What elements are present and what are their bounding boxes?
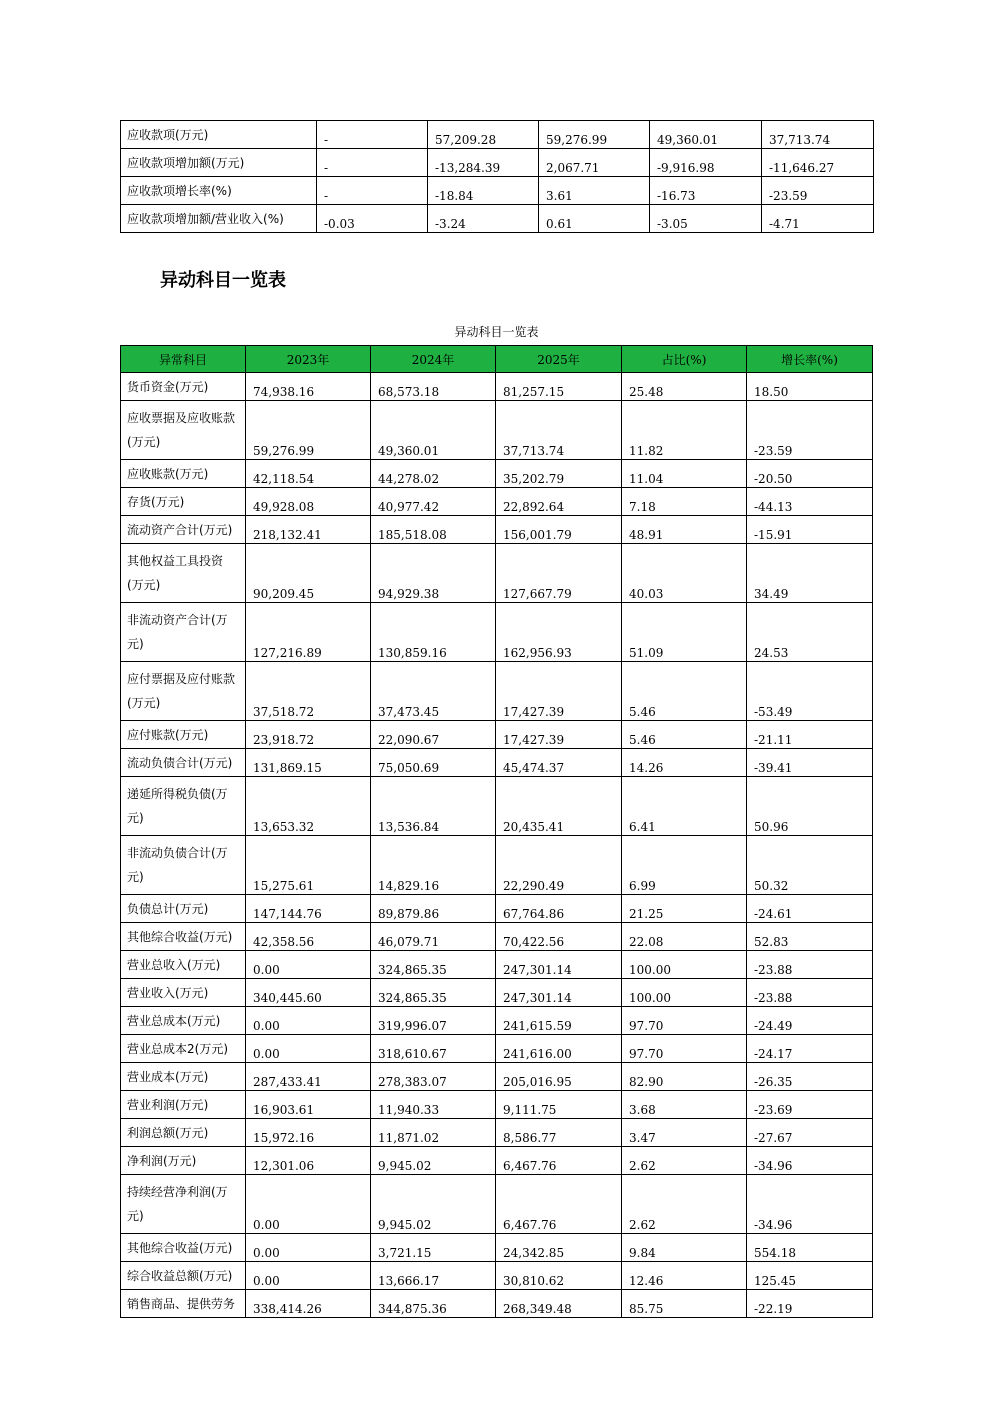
row-label: 负债总计(万元) (121, 895, 246, 923)
table-caption: 异动科目一览表 (454, 325, 539, 339)
value-cell: 6,467.76 (496, 1175, 622, 1234)
value-cell: 127,667.79 (496, 544, 622, 603)
value-cell: 42,358.56 (246, 923, 371, 951)
table-row (121, 749, 873, 777)
row-label: 应收款项增长率(%) (121, 177, 317, 205)
row-label: 其他综合收益(万元) (121, 1234, 246, 1262)
header-cell-2023: 2023年 (246, 346, 371, 373)
value-cell: 3.68 (622, 1091, 747, 1119)
value-cell: 49,928.08 (246, 488, 371, 516)
value-cell: 0.00 (246, 1007, 371, 1035)
row-label: 营业利润(万元) (121, 1091, 246, 1119)
table-row (121, 979, 873, 1007)
value-cell: 319,996.07 (371, 1007, 496, 1035)
table-row (121, 603, 873, 662)
value-cell: 205,016.95 (496, 1063, 622, 1091)
table-row (121, 516, 873, 544)
value-cell: -24.49 (747, 1007, 873, 1035)
row-label: 应收票据及应收账款(万元) (121, 401, 246, 460)
value-cell: - (317, 177, 428, 205)
row-label: 销售商品、提供劳务 (121, 1290, 246, 1318)
table-row (121, 1175, 873, 1234)
value-cell: 20,435.41 (496, 777, 622, 836)
value-cell: -23.59 (747, 401, 873, 460)
value-cell: 14,829.16 (371, 836, 496, 895)
value-cell: 11,871.02 (371, 1119, 496, 1147)
value-cell: -18.84 (428, 177, 539, 205)
row-label: 非流动负债合计(万元) (121, 836, 246, 895)
value-cell: 100.00 (622, 951, 747, 979)
value-cell: 23,918.72 (246, 721, 371, 749)
table-row (121, 721, 873, 749)
value-cell: 247,301.14 (496, 979, 622, 1007)
value-cell: 49,360.01 (650, 121, 762, 149)
value-cell: 59,276.99 (246, 401, 371, 460)
row-label: 营业总成本(万元) (121, 1007, 246, 1035)
table-row (121, 544, 873, 603)
table-row (121, 1035, 873, 1063)
value-cell: -21.11 (747, 721, 873, 749)
value-cell: 50.96 (747, 777, 873, 836)
row-label: 应收款项(万元) (121, 121, 317, 149)
value-cell: 185,518.08 (371, 516, 496, 544)
table-row (121, 951, 873, 979)
value-cell: 85.75 (622, 1290, 747, 1318)
value-cell: 8,586.77 (496, 1119, 622, 1147)
value-cell: 70,422.56 (496, 923, 622, 951)
value-cell: -0.03 (317, 205, 428, 233)
value-cell: - (317, 121, 428, 149)
value-cell: 22,290.49 (496, 836, 622, 895)
value-cell: 74,938.16 (246, 373, 371, 401)
value-cell: 89,879.86 (371, 895, 496, 923)
value-cell: 97.70 (622, 1035, 747, 1063)
value-cell: 318,610.67 (371, 1035, 496, 1063)
value-cell: 241,616.00 (496, 1035, 622, 1063)
value-cell: 3,721.15 (371, 1234, 496, 1262)
value-cell: -39.41 (747, 749, 873, 777)
value-cell: 247,301.14 (496, 951, 622, 979)
value-cell: 37,518.72 (246, 662, 371, 721)
table-row (121, 149, 874, 177)
value-cell: 2.62 (622, 1147, 747, 1175)
row-label: 利润总额(万元) (121, 1119, 246, 1147)
value-cell: 6.99 (622, 836, 747, 895)
table-row (121, 1063, 873, 1091)
header-cell-2024: 2024年 (371, 346, 496, 373)
value-cell: 13,666.17 (371, 1262, 496, 1290)
value-cell: 45,474.37 (496, 749, 622, 777)
value-cell: 7.18 (622, 488, 747, 516)
value-cell: 16,903.61 (246, 1091, 371, 1119)
value-cell: 81,257.15 (496, 373, 622, 401)
row-label: 营业成本(万元) (121, 1063, 246, 1091)
table-row (121, 1091, 873, 1119)
value-cell: 11,940.33 (371, 1091, 496, 1119)
receivables-table (120, 120, 874, 233)
value-cell: 11.82 (622, 401, 747, 460)
table-row (121, 121, 874, 149)
row-label: 其他综合收益(万元) (121, 923, 246, 951)
value-cell: 0.00 (246, 1035, 371, 1063)
value-cell: 0.00 (246, 1234, 371, 1262)
row-label: 其他权益工具投资(万元) (121, 544, 246, 603)
value-cell: 278,383.07 (371, 1063, 496, 1091)
row-label: 流动资产合计(万元) (121, 516, 246, 544)
value-cell: 554.18 (747, 1234, 873, 1262)
row-label: 货币资金(万元) (121, 373, 246, 401)
value-cell: 5.46 (622, 721, 747, 749)
value-cell: 50.32 (747, 836, 873, 895)
value-cell: 0.61 (539, 205, 650, 233)
value-cell: 51.09 (622, 603, 747, 662)
value-cell: 218,132.41 (246, 516, 371, 544)
header-cell-share: 占比(%) (622, 346, 747, 373)
value-cell: 22,892.64 (496, 488, 622, 516)
row-label: 综合收益总额(万元) (121, 1262, 246, 1290)
value-cell: 6,467.76 (496, 1147, 622, 1175)
row-label: 应付账款(万元) (121, 721, 246, 749)
value-cell: -22.19 (747, 1290, 873, 1318)
value-cell: 12,301.06 (246, 1147, 371, 1175)
value-cell: -4.71 (762, 205, 874, 233)
table-row (121, 923, 873, 951)
row-label: 营业总收入(万元) (121, 951, 246, 979)
value-cell: 130,859.16 (371, 603, 496, 662)
value-cell: -9,916.98 (650, 149, 762, 177)
row-label: 净利润(万元) (121, 1147, 246, 1175)
value-cell: -23.59 (762, 177, 874, 205)
value-cell: 22.08 (622, 923, 747, 951)
value-cell: 338,414.26 (246, 1290, 371, 1318)
row-label: 持续经营净利润(万元) (121, 1175, 246, 1234)
value-cell: 35,202.79 (496, 460, 622, 488)
section-heading: 异动科目一览表 (160, 270, 286, 291)
value-cell: 324,865.35 (371, 979, 496, 1007)
value-cell: 52.83 (747, 923, 873, 951)
value-cell: 18.50 (747, 373, 873, 401)
row-label: 递延所得税负债(万元) (121, 777, 246, 836)
value-cell: -23.69 (747, 1091, 873, 1119)
value-cell: -53.49 (747, 662, 873, 721)
row-label: 流动负债合计(万元) (121, 749, 246, 777)
value-cell: 11.04 (622, 460, 747, 488)
value-cell: 24.53 (747, 603, 873, 662)
value-cell: 3.47 (622, 1119, 747, 1147)
row-label: 应付票据及应付账款(万元) (121, 662, 246, 721)
value-cell: 3.61 (539, 177, 650, 205)
row-label: 应收款项增加额(万元) (121, 149, 317, 177)
value-cell: 6.41 (622, 777, 747, 836)
value-cell: 75,050.69 (371, 749, 496, 777)
value-cell: 9,945.02 (371, 1175, 496, 1234)
value-cell: -16.73 (650, 177, 762, 205)
value-cell: 22,090.67 (371, 721, 496, 749)
value-cell: -13,284.39 (428, 149, 539, 177)
row-label: 非流动资产合计(万元) (121, 603, 246, 662)
value-cell: 25.48 (622, 373, 747, 401)
value-cell: 340,445.60 (246, 979, 371, 1007)
value-cell: 125.45 (747, 1262, 873, 1290)
table-row (121, 488, 873, 516)
value-cell: 9,111.75 (496, 1091, 622, 1119)
value-cell: 90,209.45 (246, 544, 371, 603)
value-cell: -27.67 (747, 1119, 873, 1147)
value-cell: -24.17 (747, 1035, 873, 1063)
value-cell: 46,079.71 (371, 923, 496, 951)
header-cell-2025: 2025年 (496, 346, 622, 373)
value-cell: 2.62 (622, 1175, 747, 1234)
table-row (121, 1147, 873, 1175)
value-cell: -20.50 (747, 460, 873, 488)
value-cell: 100.00 (622, 979, 747, 1007)
table-row (121, 895, 873, 923)
value-cell: -26.35 (747, 1063, 873, 1091)
table-row (121, 205, 874, 233)
value-cell: 42,118.54 (246, 460, 371, 488)
value-cell: 82.90 (622, 1063, 747, 1091)
value-cell: 37,713.74 (762, 121, 874, 149)
table-header-row (121, 346, 873, 373)
value-cell: 131,869.15 (246, 749, 371, 777)
value-cell: 13,536.84 (371, 777, 496, 836)
table-row (121, 1234, 873, 1262)
row-label: 营业收入(万元) (121, 979, 246, 1007)
value-cell: -24.61 (747, 895, 873, 923)
table-row (121, 836, 873, 895)
table-row (121, 460, 873, 488)
value-cell: 13,653.32 (246, 777, 371, 836)
value-cell: 48.91 (622, 516, 747, 544)
value-cell: -3.24 (428, 205, 539, 233)
table-row (121, 777, 873, 836)
value-cell: 127,216.89 (246, 603, 371, 662)
table-row (121, 401, 873, 460)
value-cell: 57,209.28 (428, 121, 539, 149)
value-cell: 37,473.45 (371, 662, 496, 721)
value-cell: 0.00 (246, 1262, 371, 1290)
value-cell: 24,342.85 (496, 1234, 622, 1262)
table-row (121, 1119, 873, 1147)
value-cell: 97.70 (622, 1007, 747, 1035)
value-cell: 5.46 (622, 662, 747, 721)
row-label: 存货(万元) (121, 488, 246, 516)
value-cell: 30,810.62 (496, 1262, 622, 1290)
value-cell: 37,713.74 (496, 401, 622, 460)
value-cell: 49,360.01 (371, 401, 496, 460)
value-cell: 67,764.86 (496, 895, 622, 923)
value-cell: 15,972.16 (246, 1119, 371, 1147)
value-cell: 324,865.35 (371, 951, 496, 979)
value-cell: 9,945.02 (371, 1147, 496, 1175)
header-cell-growth: 增长率(%) (747, 346, 873, 373)
value-cell: -34.96 (747, 1147, 873, 1175)
value-cell: -34.96 (747, 1175, 873, 1234)
value-cell: -15.91 (747, 516, 873, 544)
header-cell-item: 异常科目 (121, 346, 246, 373)
value-cell: 268,349.48 (496, 1290, 622, 1318)
value-cell: 241,615.59 (496, 1007, 622, 1035)
value-cell: 162,956.93 (496, 603, 622, 662)
value-cell: 17,427.39 (496, 662, 622, 721)
anomaly-items-table (120, 345, 873, 1318)
value-cell: 94,929.38 (371, 544, 496, 603)
value-cell: -23.88 (747, 951, 873, 979)
value-cell: 40.03 (622, 544, 747, 603)
value-cell: 40,977.42 (371, 488, 496, 516)
value-cell: 2,067.71 (539, 149, 650, 177)
row-label: 应收账款(万元) (121, 460, 246, 488)
table-row (121, 1290, 873, 1318)
value-cell: 68,573.18 (371, 373, 496, 401)
value-cell: -3.05 (650, 205, 762, 233)
value-cell: - (317, 149, 428, 177)
value-cell: 344,875.36 (371, 1290, 496, 1318)
value-cell: 17,427.39 (496, 721, 622, 749)
value-cell: 44,278.02 (371, 460, 496, 488)
value-cell: 0.00 (246, 1175, 371, 1234)
value-cell: 14.26 (622, 749, 747, 777)
value-cell: -44.13 (747, 488, 873, 516)
value-cell: 156,001.79 (496, 516, 622, 544)
value-cell: -11,646.27 (762, 149, 874, 177)
value-cell: 21.25 (622, 895, 747, 923)
value-cell: 59,276.99 (539, 121, 650, 149)
value-cell: 34.49 (747, 544, 873, 603)
table-row (121, 177, 874, 205)
row-label: 应收款项增加额/营业收入(%) (121, 205, 317, 233)
value-cell: 15,275.61 (246, 836, 371, 895)
value-cell: -23.88 (747, 979, 873, 1007)
value-cell: 12.46 (622, 1262, 747, 1290)
row-label: 营业总成本2(万元) (121, 1035, 246, 1063)
value-cell: 287,433.41 (246, 1063, 371, 1091)
value-cell: 0.00 (246, 951, 371, 979)
value-cell: 9.84 (622, 1234, 747, 1262)
table-row (121, 1262, 873, 1290)
table-row (121, 1007, 873, 1035)
table-row (121, 662, 873, 721)
value-cell: 147,144.76 (246, 895, 371, 923)
table-row (121, 373, 873, 401)
